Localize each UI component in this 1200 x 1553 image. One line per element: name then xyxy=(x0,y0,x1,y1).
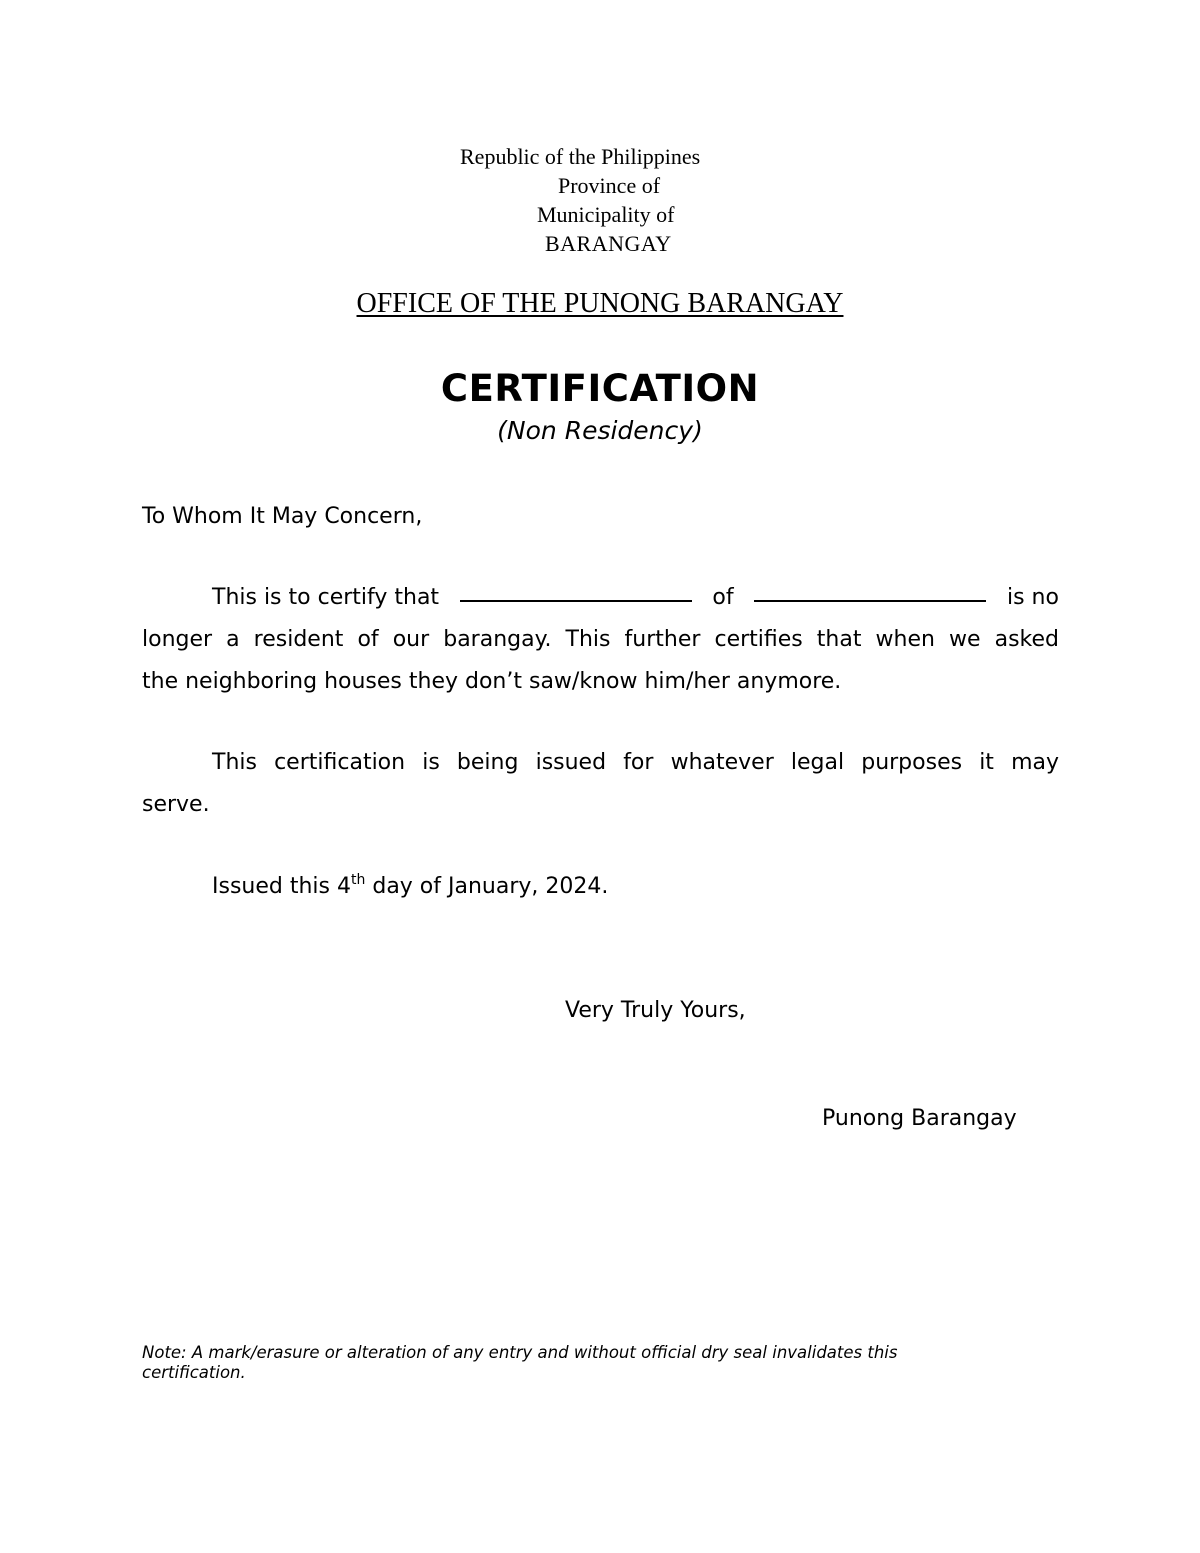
signatory-title: Punong Barangay xyxy=(822,1106,1017,1131)
purpose-line-2: serve. xyxy=(142,792,210,817)
office-title: OFFICE OF THE PUNONG BARANGAY xyxy=(356,288,844,319)
certify-text-a: This is to certify that xyxy=(212,585,440,610)
certify-line-3: the neighboring houses they don’t saw/know him/her anymore. xyxy=(142,669,842,694)
issued-rest: day of January, 2024. xyxy=(365,874,609,899)
salutation: To Whom It May Concern, xyxy=(142,504,423,529)
certify-line-1 xyxy=(142,577,1059,619)
certify-line-2: longer a resident of our barangay. This further certifies that when we asked xyxy=(142,627,1059,652)
purpose-paragraph xyxy=(142,742,1059,826)
purpose-line-1: This certification is being issued for whatever legal purposes it may xyxy=(212,750,1059,775)
header-republic: Republic of the Philippines xyxy=(460,144,701,169)
header-province: Province of xyxy=(558,173,661,198)
certification-title: CERTIFICATION xyxy=(440,367,760,410)
header-barangay: BARANGAY xyxy=(545,231,672,256)
certify-text-b: of xyxy=(712,585,734,610)
name-blank-line xyxy=(460,598,692,602)
closing-salutation: Very Truly Yours, xyxy=(565,998,746,1023)
address-blank-line xyxy=(754,598,986,602)
certify-paragraph xyxy=(142,577,1059,703)
issued-ordinal-suffix: th xyxy=(350,872,366,888)
validity-note: Note: A mark/erasure or alteration of any entry and without official dry seal invalidates this certification. xyxy=(142,1343,898,1382)
certification-subtitle: (Non Residency) xyxy=(497,416,703,445)
issued-date-line xyxy=(212,866,608,908)
certify-text-c: is no xyxy=(1006,585,1059,610)
issued-prefix: Issued this 4 xyxy=(212,874,351,899)
header-municipality: Municipality of xyxy=(537,202,675,227)
